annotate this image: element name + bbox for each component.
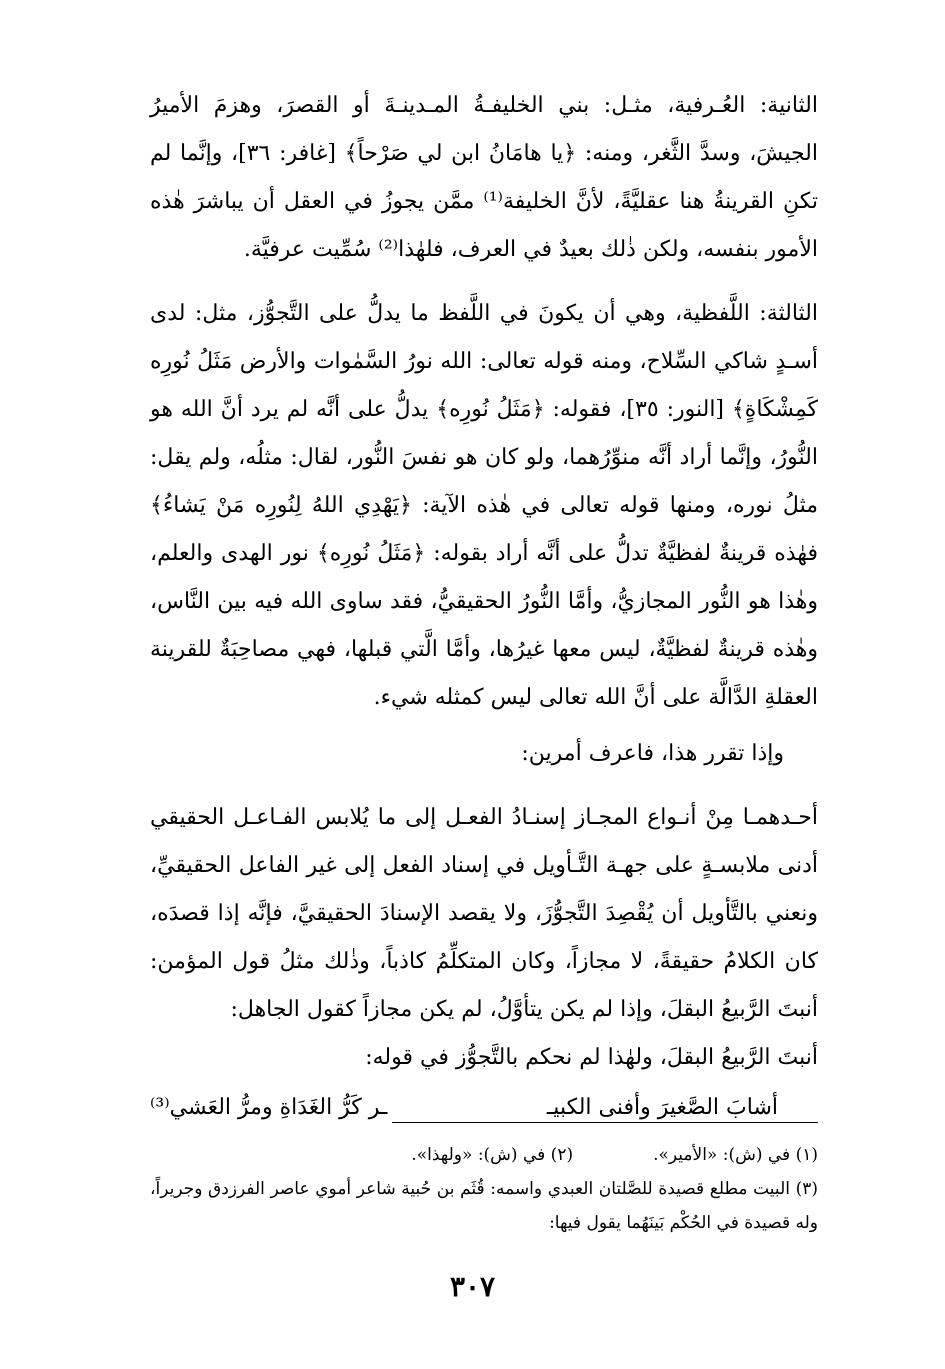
footnote-2: (٢) في (ش): «ولهذا». — [411, 1145, 574, 1165]
paragraph-transition: وإذا تقرر هذا، فاعرف أمرين: — [521, 741, 784, 766]
page-number: ٣٠٧ — [449, 1270, 496, 1303]
paragraph-urfiya: الثانية: العُـرفية، مثـل: بني الخليفـةُ المـدينـةَ أو القصرَ، وهزمَ الأميرُ الجيشَ، وسدَّ الثَّغر، ومنه: ﴿يا هامَانُ ابن لي صَرْحاً﴾ [غافر: ٣٦]، وإنَّما لم تكنِ القرينةُ هنا عقليَّةً، لأنَّ الخليفة⁽¹⁾ ممَّن يجوزُ في العقل أن يباشرَ هٰذه الأمور بنفسه، ولكن ذٰلك بعيدٌ في العرف، فلهٰذا⁽²⁾ سُمِّيت عرفيَّة. — [150, 93, 818, 262]
paragraph-majaz-aqli: أحـدهمـا مِنْ أنـواع المجـاز إسنـادُ الفعـل إلى ما يُلابس الفـاعـل الحقيقي أدنى ملابسـةٍ على جهـة التَّـأويل في إسناد الفعل إلى غير الفاعل الحقيقيِّ، ونعني بالتَّأويل أن يُقْصِدَ التَّجوُّزَ، ولا يقصد الإسنادَ الحقيقيَّ، فإنَّه إذا قصدَه، كان الكلامُ حقيقةً، لا مجازاً، وكان المتكلِّمُ كاذباً، وذٰلك مثلُ قول المؤمن: أنبتَ الرَّبيعُ البقلَ، وإذا لم يكن يتأوَّلُ، لم يكن مجازاً كقول الجاهل: — [150, 805, 818, 1022]
footnote-separator — [392, 1122, 818, 1123]
paragraph-verse-intro: أنبتَ الرَّبيعُ البقلَ، ولهٰذا لم نحكم بالتَّجوُّز في قوله: — [365, 1045, 818, 1070]
main-text — [150, 82, 818, 1130]
footnote-row — [150, 1138, 818, 1172]
verse-second-hemistich: ـر كَرُّ الغَدَاةِ ومرُّ العَشي⁽³⁾ — [150, 1095, 388, 1120]
footnote-1: (١) في (ش): «الأمير». — [653, 1145, 818, 1165]
poetry-verse — [150, 1086, 818, 1130]
footnote-3: (٣) البيت مطلع قصيدة للصَّلتان العبدي واسمه: قُثَم بن حُبية شاعر أموي عاصر الفرزدق وجريراً، وله قصيدة في الحُكْم بَينَهُما يقول فيها: — [150, 1179, 818, 1233]
footnotes — [150, 1138, 818, 1240]
verse-first-hemistich: أشابَ الصَّغيرَ وأفنى الكبيـ — [546, 1095, 778, 1120]
paragraph-lafziya: الثالثة: اللَّفظية، وهي أن يكونَ في اللَّفظ ما يدلُّ على التَّجوُّز، مثل: لدى أسـدٍ شاكي السِّلاح، ومنه قوله تعالى: الله نورُ السَّمٰوات والأرض مَثَلُ نُورِه كَمِشْكَاةٍ﴾ [النور: ٣٥]، فقوله: ﴿مَثَلُ نُورِه﴾ يدلُّ على أنَّه لم يرد أنَّ الله هو النُّورُ، وإنَّما أراد أنَّه منوِّرُهما، ولو كان هو نفسَ النُّور، لقال: مثلُه، ولم يقل: مثلُ نوره، ومنها قوله تعالى في هٰذه الآية: ﴿يَهْدِي اللهُ لِنُورِه مَنْ يَشاءُ﴾ فهٰذه قرينةٌ لفظيَّةٌ تدلُّ على أنَّه أراد بقوله: ﴿مَثَلُ نُورِه﴾ نور الهدى والعلم، وهٰذا هو النُّور المجازيُّ، وأمَّا النُّورُ الحقيقيُّ، فقد ساوى الله فيه بين النَّاس، وهٰذه قرينةٌ لفظيَّةٌ، ليس معها غيرُها، وأمَّا الَّتي قبلها، فهي مصاحِبَةٌ للقرينة العقلةِ الدَّالَّة على أنَّ الله تعالى ليس كمثله شيء. — [150, 301, 819, 710]
